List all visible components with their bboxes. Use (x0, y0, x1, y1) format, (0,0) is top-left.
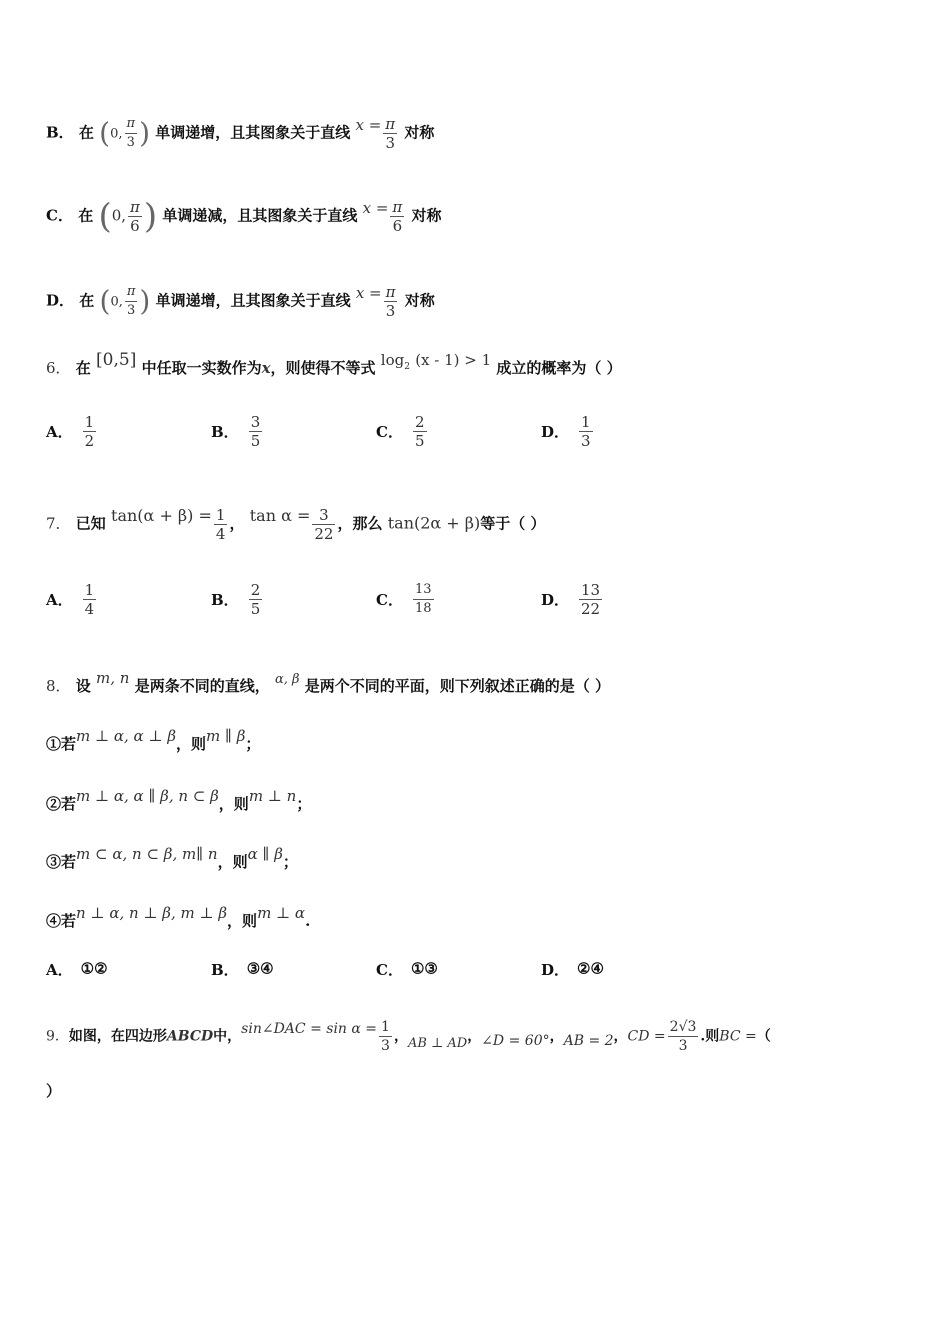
question-text-mid: 是两条不同的直线， (134, 677, 270, 695)
separator: ， (393, 1028, 408, 1045)
option-fraction: $\frac{1}{3}$ (581, 413, 591, 450)
paren-left: ( (98, 196, 112, 237)
question-text-pre: 设 (75, 677, 91, 695)
log-base: 2 (404, 362, 410, 372)
expression-tan-alpha: tan α = (249, 505, 311, 525)
interval-fraction: $\frac{\pi}{3}$ (126, 284, 136, 318)
expression-fraction: $\frac{1}{3}$ (381, 1019, 390, 1054)
option-text-pre: 在 (79, 291, 95, 310)
interval-fraction: $\frac{\pi}{6}$ (130, 198, 140, 235)
q8-statement-3 (46, 845, 298, 872)
option-text-post: 对称 (404, 291, 435, 310)
q6-option-b[interactable] (211, 413, 264, 450)
q7-option-d[interactable] (541, 581, 604, 618)
option-fraction: $\frac{2}{5}$ (250, 581, 261, 618)
statement-end: . (305, 912, 311, 930)
option-label: B． (211, 591, 239, 609)
option-text-post: 对称 (411, 206, 442, 225)
option-label: C． (376, 423, 403, 441)
separator: ， (613, 1028, 628, 1045)
q8-option-c[interactable] (376, 959, 438, 980)
q5-option-b (46, 115, 434, 152)
question-text-pre: 如图，在四边形 (68, 1028, 167, 1045)
q7-option-a[interactable] (46, 581, 98, 618)
statement-result: m ⊥ n (248, 787, 297, 805)
option-fraction: $\frac{2}{5}$ (414, 413, 425, 450)
q6-option-d[interactable] (541, 413, 595, 450)
question-text-post: 成立的概率为（ ） (496, 359, 622, 377)
q8-option-b[interactable] (211, 959, 274, 980)
option-text: ①② (80, 959, 108, 978)
statement-condition: m ⊥ α, α ∥ β, n ⊂ β (76, 787, 219, 805)
statement-then: ，则 (218, 795, 249, 813)
q7-option-c[interactable] (376, 581, 436, 618)
question-text-mid: 中任取一实数作为 (141, 359, 262, 377)
q5-option-d (46, 283, 435, 320)
paren-left: ( (99, 116, 111, 150)
expression-tan-sum: tan(α + β) = (111, 505, 212, 525)
question-text-mid: 中， (213, 1028, 242, 1045)
x-equals: x = (362, 198, 389, 217)
closing-paren: ） (46, 1082, 62, 1100)
statement-mark: ②若 (46, 795, 77, 813)
q6-option-a[interactable] (46, 413, 98, 450)
x-equals: x = (355, 115, 382, 134)
expression-tan-double: tan(2α + β) (387, 513, 481, 533)
q8-statement-1 (46, 727, 261, 754)
option-label: C． (376, 961, 403, 979)
interval: [0,5] (96, 350, 137, 370)
axis-fraction: $\frac{\pi}{6}$ (392, 198, 403, 235)
question-7 (46, 506, 546, 543)
statement-mark: ③若 (46, 853, 77, 871)
variable-x: x (261, 359, 271, 377)
option-label: C． (376, 591, 403, 609)
option-label: B． (211, 423, 239, 441)
option-label: B． (211, 961, 239, 979)
planes-vars: α, β (274, 672, 300, 687)
expression-cd: CD = (627, 1028, 666, 1045)
statement-result: α ∥ β (247, 845, 283, 863)
question-9 (46, 1018, 771, 1055)
q7-option-b[interactable] (211, 581, 264, 618)
paren-right: ) (139, 116, 150, 150)
question-text-mid: ，那么 (337, 514, 383, 533)
option-text-mid: 单调递增，且其图象关于直线 (155, 291, 351, 310)
x-equals: x = (355, 283, 382, 302)
interval-left: 0, (111, 206, 127, 225)
statement-result: m ∥ β (206, 727, 246, 745)
interval-left: 0, (110, 126, 123, 142)
option-fraction: $\frac{13}{18}$ (414, 582, 432, 616)
question-number: 9． (46, 1028, 69, 1045)
axis-fraction: $\frac{\pi}{3}$ (385, 115, 396, 152)
q8-statement-4 (46, 904, 311, 931)
option-text-mid: 单调递减，且其图象关于直线 (162, 206, 358, 225)
statement-mark: ①若 (46, 735, 77, 753)
question-8 (46, 669, 610, 698)
option-text-mid: 单调递增，且其图象关于直线 (155, 123, 351, 142)
option-label: D． (541, 961, 570, 979)
paren-right: ) (139, 284, 151, 318)
separator: ， (229, 514, 245, 533)
expression-bc: BC = (719, 1028, 757, 1045)
statement-condition: m ⊂ α, n ⊂ β, m∥ n (76, 845, 218, 863)
option-fraction: $\frac{3}{5}$ (250, 413, 261, 450)
question-6 (46, 350, 622, 381)
question-text-mid2: ，则使得不等式 (270, 359, 376, 377)
log-symbol: log (380, 351, 405, 369)
statement-then: ，则 (217, 853, 248, 871)
option-label: D． (541, 423, 570, 441)
question-number: 7． (46, 514, 71, 533)
expression-perpendicular: AB ⊥ AD (407, 1035, 468, 1051)
option-text: ②④ (577, 959, 604, 978)
option-fraction: $\frac{1}{2}$ (84, 413, 95, 450)
expression-ab: AB = 2 (563, 1032, 614, 1049)
option-text: ③④ (246, 959, 274, 978)
question-text-pre: 在 (75, 359, 91, 377)
paren-right: ) (143, 196, 158, 237)
expression-fraction: $\frac{2√3}{3}$ (669, 1019, 697, 1054)
statement-mark: ④若 (46, 912, 77, 930)
question-text-post: 是两个不同的平面，则下列叙述正确的是（ ） (304, 677, 610, 695)
quadrilateral-name: ABCD (166, 1028, 214, 1045)
separator: ， (549, 1028, 564, 1045)
q8-option-d[interactable] (541, 959, 604, 980)
expression-fraction: $\frac{3}{22}$ (314, 506, 334, 543)
question-9-close (46, 1081, 61, 1101)
log-argument: (x - 1) > 1 (415, 351, 492, 369)
option-label: D． (46, 291, 75, 310)
statement-condition: n ⊥ α, n ⊥ β, m ⊥ β (76, 904, 228, 922)
interval-fraction: $\frac{\pi}{3}$ (126, 116, 136, 150)
question-text-tail: （ (756, 1028, 771, 1045)
statement-result: m ⊥ α (257, 904, 306, 922)
option-label: D． (541, 591, 570, 609)
option-label: A． (46, 961, 73, 979)
option-fraction: $\frac{13}{22}$ (581, 581, 601, 618)
option-label: A． (46, 591, 73, 609)
statement-then: ，则 (227, 912, 258, 930)
option-label: B． (46, 123, 74, 142)
separator: ， (467, 1028, 482, 1045)
q8-option-a[interactable] (46, 959, 108, 980)
expression-sin: sin∠DAC = sin α = (241, 1020, 378, 1037)
option-text-pre: 在 (78, 206, 94, 225)
question-text-post: .则 (700, 1028, 720, 1045)
axis-fraction: $\frac{\pi}{3}$ (385, 283, 396, 320)
expression-fraction: $\frac{1}{4}$ (215, 506, 226, 543)
paren-left: ( (99, 284, 111, 318)
statement-end: ； (245, 735, 261, 753)
question-number: 6． (46, 359, 71, 377)
statement-then: ，则 (176, 735, 207, 753)
question-text-post: 等于（ ） (480, 514, 546, 533)
option-text-post: 对称 (404, 123, 435, 142)
statement-end: ； (282, 853, 298, 871)
statement-end: ； (296, 795, 312, 813)
q6-option-c[interactable] (376, 413, 429, 450)
q5-option-c (46, 198, 442, 235)
question-text-pre: 已知 (75, 514, 106, 533)
lines-vars: m, n (96, 669, 130, 687)
interval-left: 0, (110, 294, 123, 310)
q8-statement-2 (46, 787, 312, 814)
expression-angle-d: ∠D = 60° (481, 1032, 550, 1049)
question-number: 8． (46, 677, 71, 695)
option-fraction: $\frac{1}{4}$ (84, 581, 95, 618)
option-text: ①③ (410, 959, 438, 978)
option-label: C． (46, 206, 73, 225)
option-text-pre: 在 (78, 123, 94, 142)
statement-condition: m ⊥ α, α ⊥ β (76, 727, 176, 745)
option-label: A． (46, 423, 73, 441)
